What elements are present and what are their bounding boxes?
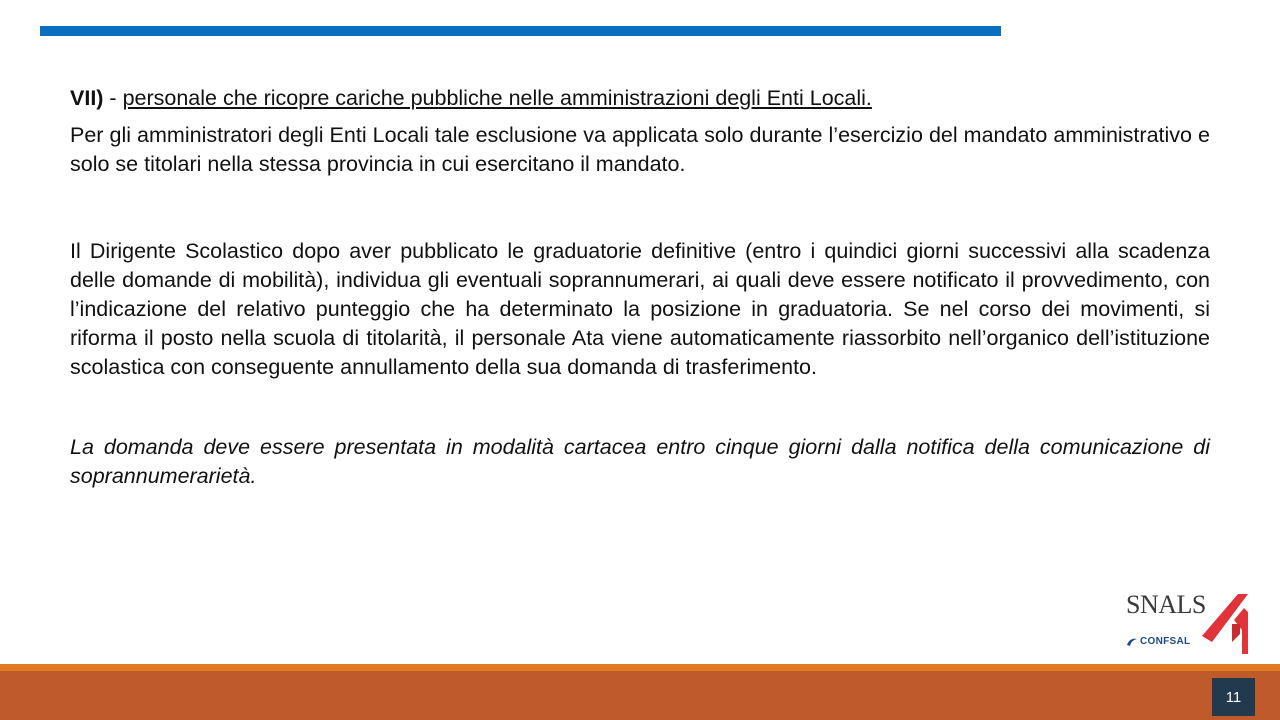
confsal-swirl-icon: [1126, 637, 1138, 647]
heading-text: personale che ricopre cariche pubbliche nelle amministrazioni degli Enti Locali.: [122, 86, 872, 110]
logo-wordmark: SNALS: [1126, 590, 1206, 619]
bottom-accent-line: [0, 664, 1280, 671]
paragraph-domanda: La domanda deve essere presentata in modalità cartacea entro cinque giorni dalla notifica della comunicazione di soprannumerarietà.: [70, 435, 1210, 488]
snals-logo: [1124, 590, 1258, 656]
bottom-footer-bar: [0, 671, 1280, 720]
slide-content: [70, 84, 1210, 491]
logo-red-mark-icon: [1198, 590, 1256, 654]
heading-dash: -: [103, 86, 123, 110]
page-number: 11: [1212, 678, 1255, 716]
logo-confsal: CONFSAL: [1140, 636, 1191, 647]
top-accent-bar: [40, 26, 1001, 36]
paragraph-dirigente: Il Dirigente Scolastico dopo aver pubblicato le graduatorie definitive (entro i quindici giorni successivi alla scadenza delle domande di mobilità), individua gli eventuali soprannumerari, ai quali deve essere notificato il provvedimento, con l’indicazione del relativo punteggio che ha determinato la posizione in graduatoria. Se nel corso dei movimenti, si riforma il posto nella scuola di titolarità, il personale Ata viene automaticamente riassorbito nell’organico dell’istituzione scolastica con conseguente annullamento della sua domanda di trasferimento.: [70, 239, 1210, 379]
paragraph-administrators: Per gli amministratori degli Enti Locali tale esclusione va applicata solo durante l’esercizio del mandato amministrativo e solo se titolari nella stessa provincia in cui esercitano il mandato.: [70, 123, 1210, 176]
heading-number: VII): [70, 86, 104, 110]
section-heading: [70, 84, 1210, 113]
